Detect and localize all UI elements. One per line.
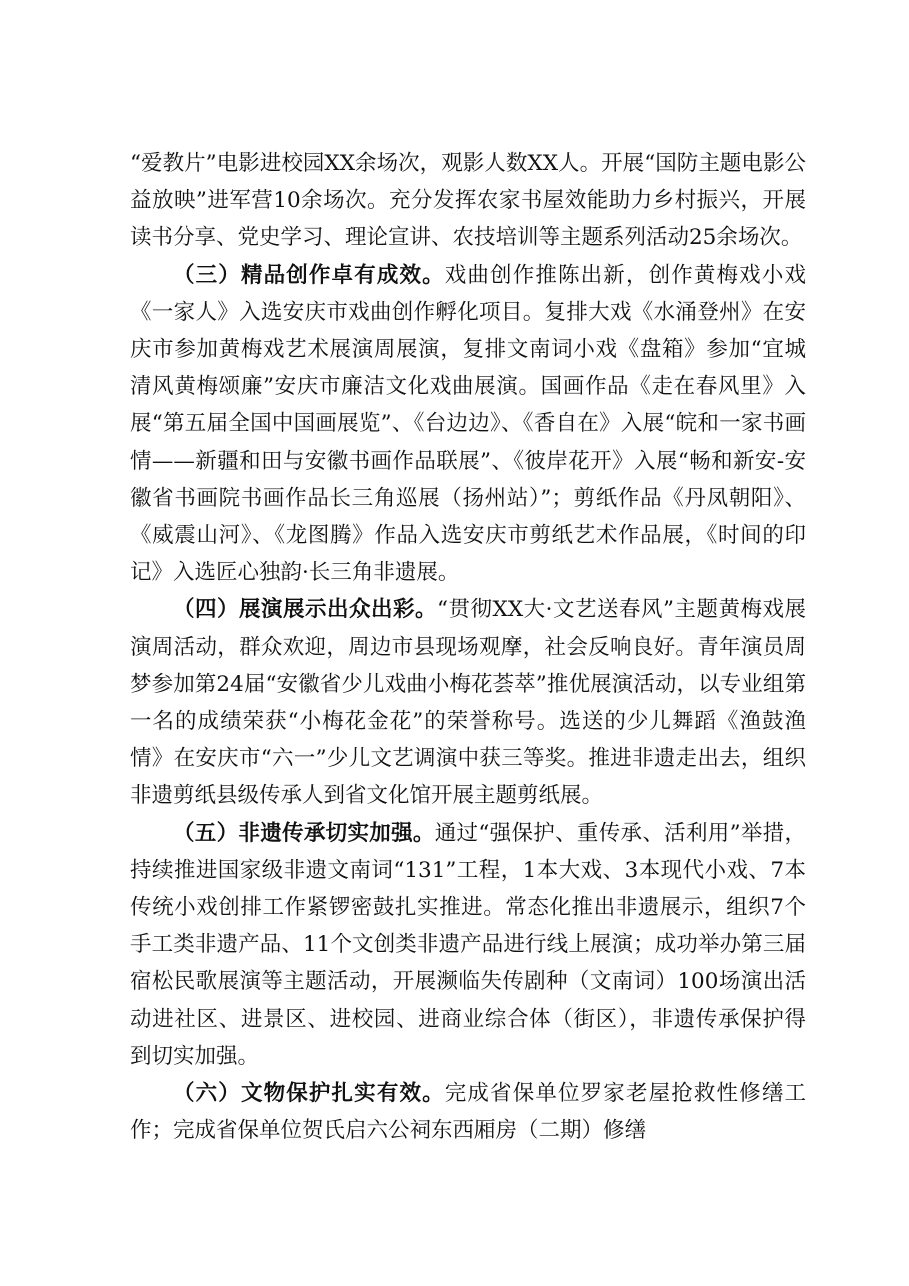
section-heading: （五）非遗传承切实加强。	[173, 820, 435, 846]
section-heading: （四）展演展示出众出彩。	[173, 597, 438, 623]
paragraph-section-3	[130, 257, 806, 592]
paragraph-body: 戏曲创作推陈出新，创作黄梅戏小戏《一家人》入选安庆市戏曲创作孵化项目。复排大戏《水涌登州》在安庆市参加黄梅戏艺术展演周展演，复排文南词小戏《盘箱》参加“宜城清风黄梅颂廉”安庆市廉洁文化戏曲展演。国画作品《走在春风里》入展“第五届全国中国画展览”、《台边边》、《香自在》入展“皖和一家书画情——新疆和田与安徽书画作品联展”、《彼岸花开》入展“畅和新安-安徽省书画院书画作品长三角巡展（扬州站）”；剪纸作品《丹凤朝阳》、《威震山河》、《龙图腾》作品入选安庆市剪纸艺术作品展，《时间的印记》入选匠心独韵·长三角非遗展。	[130, 262, 806, 586]
paragraph-continuation	[130, 145, 806, 257]
paragraph-body: “贯彻XX大·文艺送春风”主题黄梅戏展演周活动，群众欢迎，周边市县现场观摩，社会反响良好。青年演员周梦参加第24届“安徽省少儿戏曲小梅花荟萃”推优展演活动，以专业组第一名的成绩荣获“小梅花金花”的荣誉称号。选送的少儿舞蹈《渔鼓渔情》在安庆市“六一”少儿文艺调演中获三等奖。推进非遗走出去，组织非遗剪纸县级传承人到省文化馆开展主题剪纸展。	[130, 597, 806, 809]
paragraph-section-5	[130, 815, 806, 1075]
section-heading: （六）文物保护扎实有效。	[173, 1081, 445, 1107]
paragraph-section-4	[130, 591, 806, 814]
paragraph-body: 完成省保单位罗家老屋抢救性修缮工作；完成省保单位贺氏启六公祠东西厢房（二期）修缮	[130, 1081, 806, 1144]
paragraph-body: “爱教片”电影进校园XX余场次，观影人数XX人。开展“国防主题电影公益放映”进军营10余场次。充分发挥农家书屋效能助力乡村振兴，开展读书分享、党史学习、理论宣讲、农技培训等主题系列活动25余场次。	[130, 151, 806, 251]
paragraph-body: 通过“强保护、重传承、活利用”举措，持续推进国家级非遗文南词“131”工程，1本大戏、3本现代小戏、7本传统小戏创排工作紧锣密鼓扎实推进。常态化推出非遗展示，组织7个手工类非遗产品、11个文创类非遗产品进行线上展演；成功举办第三届宿松民歌展演等主题活动，开展濒临失传剧种（文南词）100场演出活动进社区、进景区、进校园、进商业综合体（街区），非遗传承保护得到切实加强。	[130, 820, 806, 1069]
document-page	[130, 145, 806, 1149]
section-heading: （三）精品创作卓有成效。	[173, 262, 445, 288]
paragraph-section-6	[130, 1075, 806, 1149]
